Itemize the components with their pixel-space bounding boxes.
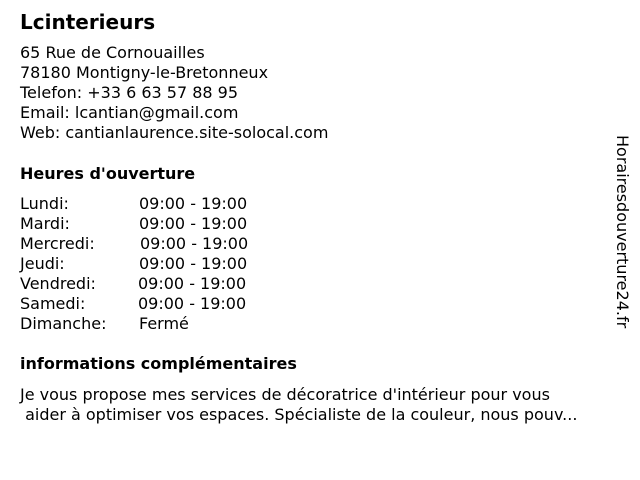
day-hours: 09:00 - 19:00 [139,214,248,233]
day-label: Mercredi: [20,234,95,253]
day-hours: Fermé [139,314,189,333]
web-line: Web: cantianlaurence.site-solocal.com [20,123,329,142]
opening-hours-heading: Heures d'ouverture [20,164,196,183]
description-line: Je vous propose mes services de décoratrice d'intérieur pour vous [20,385,550,404]
additional-info-heading: informations complémentaires [20,354,297,373]
day-label: Mardi: [20,214,70,233]
day-label: Dimanche: [20,314,107,333]
contact-block [20,43,328,143]
day-label: Jeudi: [20,254,65,273]
phone-line: Telefon: +33 6 63 57 88 95 [20,83,239,102]
day-hours: 09:00 - 19:00 [138,274,247,293]
address-city: 78180 Montigny-le-Bretonneux [20,63,269,82]
site-watermark: Horairesdouverture24.fr [613,135,632,329]
day-hours: 09:00 - 19:00 [139,254,248,273]
business-description [20,385,630,425]
day-hours: 09:00 - 19:00 [138,294,247,313]
business-name: Lcinterieurs [20,10,156,34]
day-label: Vendredi: [20,274,96,293]
email-line: Email: lcantian@gmail.com [20,103,239,122]
description-line: aider à optimiser vos espaces. Spécialiste de la couleur, nous pouv... [20,405,578,424]
day-label: Lundi: [20,194,69,213]
day-label: Samedi: [20,294,86,313]
day-hours: 09:00 - 19:00 [140,234,249,253]
address-street: 65 Rue de Cornouailles [20,43,205,62]
day-hours: 09:00 - 19:00 [139,194,248,213]
